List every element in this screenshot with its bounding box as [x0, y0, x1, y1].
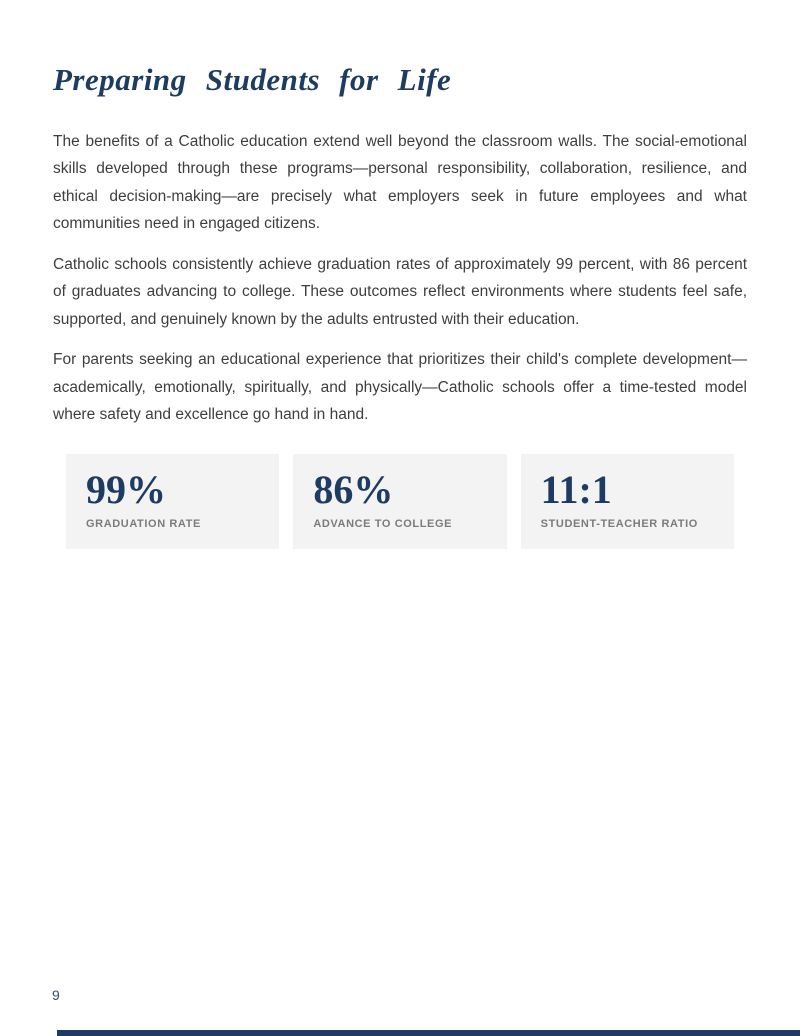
stat-label-student-teacher-ratio: STUDENT-TEACHER RATIO: [540, 517, 698, 530]
stat-label-graduation-rate: GRADUATION RATE: [86, 517, 201, 530]
paragraph-outcomes: Catholic schools consistently achieve graduation rates of approximately 99 percent, with 86 percent of graduates advancing to college. These outcomes reflect environments where students feel safe, supported, and genuinely known by the adults entrusted with their education.: [53, 255, 747, 328]
page-title: Preparing Students for Life: [53, 62, 452, 97]
stat-value-graduation-rate: 99%: [86, 466, 166, 512]
stat-label-advance-to-college: ADVANCE TO COLLEGE: [313, 517, 453, 530]
stat-card-graduation-rate: [66, 454, 279, 549]
stats-row: [66, 454, 734, 549]
stat-card-advance-to-college: [293, 454, 506, 549]
stat-value-student-teacher-ratio: 11:1: [540, 466, 612, 512]
paragraph-parents: For parents seeking an educational experience that prioritizes their child's complete development—academically, emotionally, spiritually, and physically—Catholic schools offer a time-tested model where safety and excellence go hand in hand.: [53, 351, 747, 424]
paragraph-benefits: The benefits of a Catholic education extend well beyond the classroom walls. The social-emotional skills developed through these programs—personal responsibility, collaboration, resilience, and ethical decision-making—are precisely what employers seek in future employees and what communities need in engaged citizens.: [53, 132, 747, 233]
page-content: [0, 62, 800, 549]
stat-card-student-teacher-ratio: [521, 454, 734, 549]
footer-rule: [57, 1030, 800, 1036]
page-number: 9: [52, 987, 60, 1003]
stat-value-advance-to-college: 86%: [313, 466, 394, 512]
